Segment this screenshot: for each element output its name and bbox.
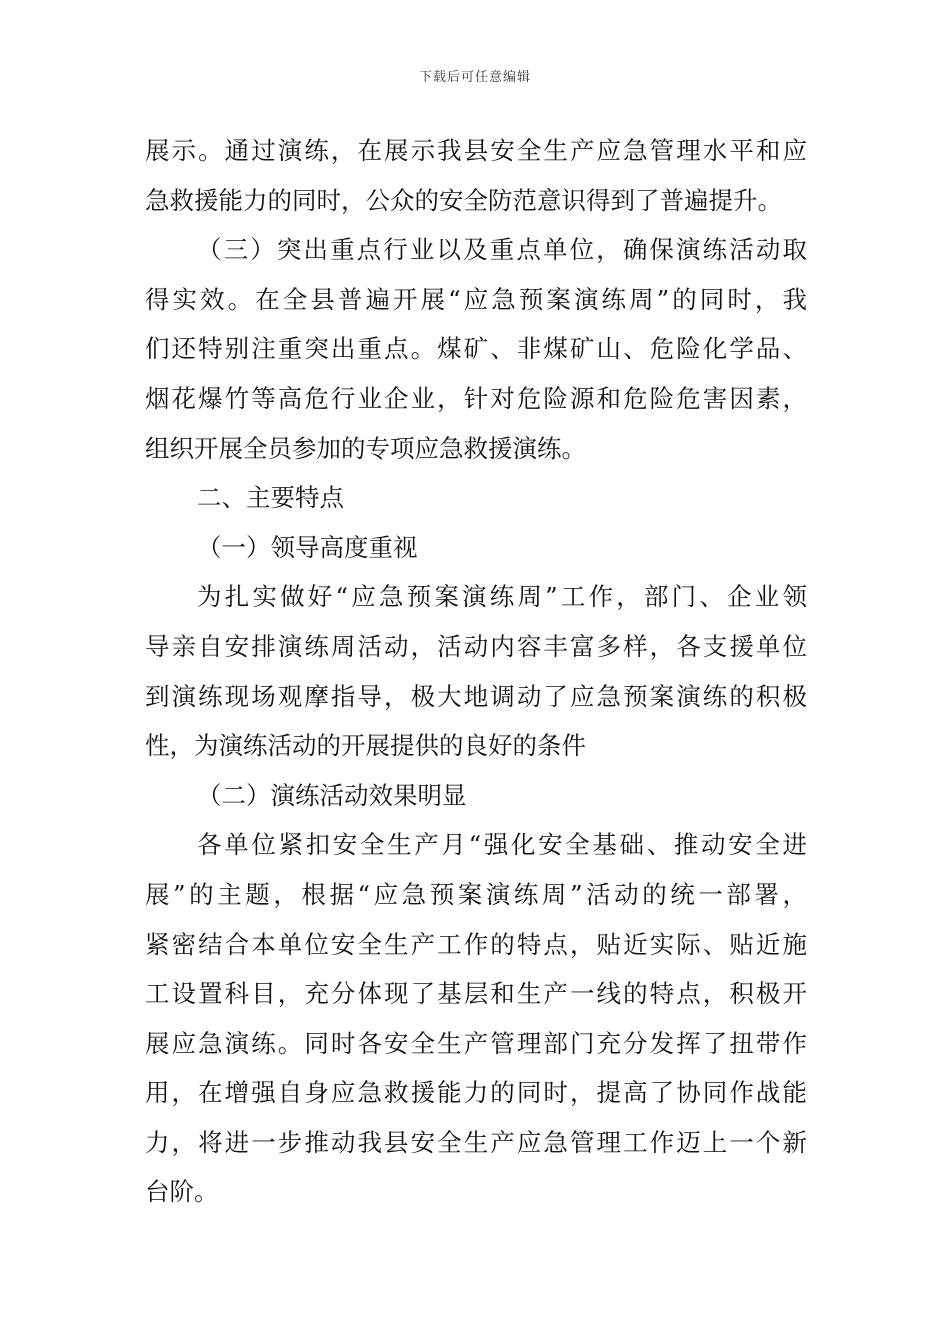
subsection-heading: （一）领导高度重视	[197, 532, 418, 562]
text-line: 导亲自安排演练周活动，活动内容丰富多样，各支援单位	[145, 631, 807, 661]
text-line: 烟花爆竹等高危行业企业，针对危险源和危险危害因素，	[145, 383, 807, 413]
text-line: 性，为演练活动的开展提供的良好的条件	[145, 731, 586, 761]
text-line: 工设置科目，充分体现了基层和生产一线的特点，积极开	[145, 979, 807, 1009]
text-line: 急救援能力的同时，公众的安全防范意识得到了普遍提升。	[145, 185, 782, 215]
text-line: 各单位紧扣安全生产月“强化安全基础、推动安全进	[197, 830, 807, 860]
section-heading: 二、主要特点	[197, 483, 344, 513]
text-line: （三）突出重点行业以及重点单位，确保演练活动取	[197, 235, 807, 265]
text-line: 用，在增强自身应急救援能力的同时，提高了协同作战能	[145, 1078, 807, 1108]
text-line: 到演练现场观摩指导，极大地调动了应急预案演练的积极	[145, 681, 807, 711]
text-line: 紧密结合本单位安全生产工作的特点，贴近实际、贴近施	[145, 929, 807, 959]
text-line: 力，将进一步推动我县安全生产应急管理工作迈上一个新	[145, 1127, 807, 1157]
text-line: 展”的主题，根据“应急预案演练周”活动的统一部署，	[145, 879, 807, 909]
text-line: 们还特别注重突出重点。煤矿、非煤矿山、危险化学品、	[145, 334, 807, 364]
text-line: 组织开展全员参加的专项应急救援演练。	[145, 433, 586, 463]
text-line: 得实效。在全县普遍开展“应急预案演练周”的同时，我	[145, 284, 807, 314]
text-line: 展示。通过演练，在展示我县安全生产应急管理水平和应	[145, 136, 807, 165]
text-line: 展应急演练。同时各安全生产管理部门充分发挥了扭带作	[145, 1028, 807, 1058]
page-header: 下载后可任意编辑	[418, 70, 531, 85]
subsection-heading: （二）演练活动效果明显	[197, 780, 467, 810]
document-body	[145, 126, 807, 1217]
text-line: 为扎实做好“应急预案演练周”工作，部门、企业领	[197, 582, 807, 612]
text-line: 台阶。	[145, 1177, 219, 1207]
